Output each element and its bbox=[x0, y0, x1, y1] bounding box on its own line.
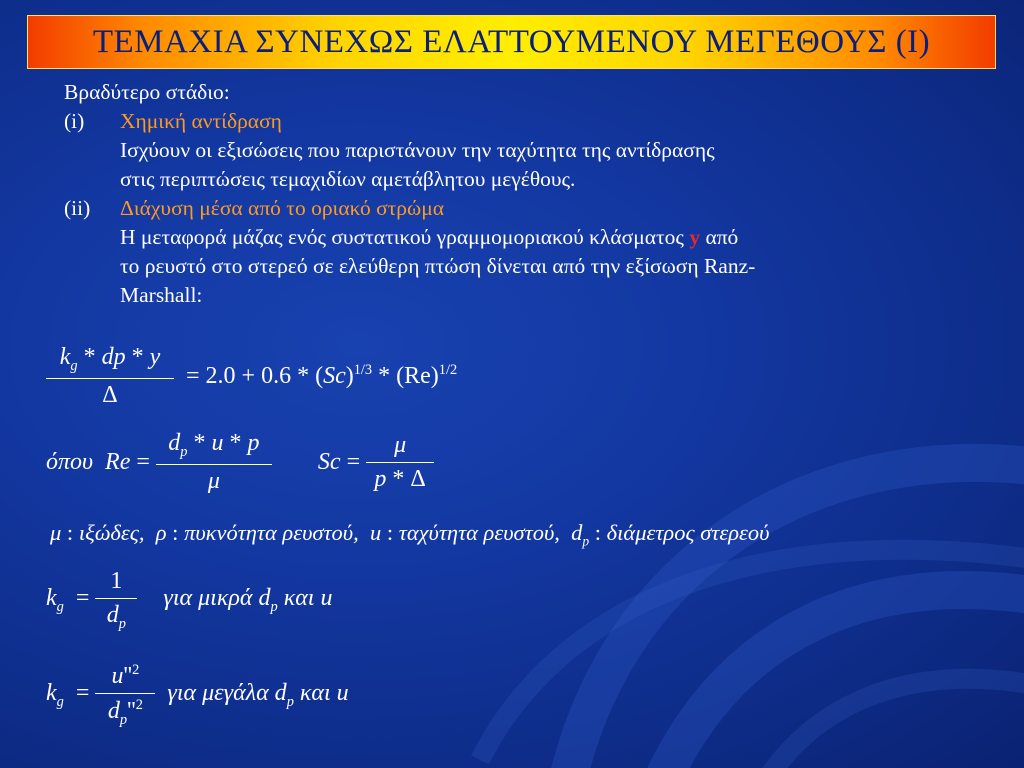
item-2-title: Διάχυση μέσα από το οριακό στρώμα bbox=[120, 196, 444, 220]
eq1-denominator: Δ bbox=[102, 381, 118, 408]
body-text bbox=[64, 78, 964, 310]
item-2-line-2: το ρευστό στο στερεό σε ελεύθερη πτώση δίνεται από την εξίσωση Ranz- bbox=[120, 254, 756, 278]
item-2-heading bbox=[64, 194, 964, 223]
sc-lhs: Sc = bbox=[317, 448, 367, 475]
item-2-line-3: Marshall: bbox=[120, 283, 203, 307]
eq1-numerator: $k_g$ * dp * y bbox=[59, 344, 161, 374]
symbol-definitions: μ : ιξώδες, ρ : πυκνότητα ρευστού, u : ταχύτητα ρευστού, $d_p$ : διάμετρος στερεού bbox=[50, 520, 770, 549]
y-symbol: y bbox=[689, 225, 701, 249]
eq1-rhs: = $2.0 + 0.6 * (Sc)^{1/3} * (Re)^{1/2}$ bbox=[180, 362, 458, 390]
eq4-condition: για μεγάλα $d_p$ και u bbox=[167, 680, 349, 710]
item-2-line-1a: Η μεταφορά μάζας ενός συστατικού γραμμομοριακού κλάσματος bbox=[120, 225, 684, 249]
item-1-title: Χημική αντίδραση bbox=[120, 109, 282, 133]
title-bar bbox=[27, 15, 996, 69]
eq1-fraction bbox=[46, 344, 174, 409]
intro-line: Βραδύτερο στάδιο: bbox=[64, 80, 230, 104]
item-2-line-1 bbox=[64, 223, 964, 252]
kg-large-particles: $k_g$ = $\frac{u''^2}{d_p''^2}$ για μεγάλα $d_p$ και u bbox=[46, 662, 349, 728]
kg-small-particles: $k_g$ = $\frac{1}{d_p}$ για μικρά $d_p$ και u bbox=[46, 568, 333, 632]
re-sc-definitions bbox=[46, 430, 434, 495]
re-fraction: $\frac{d_p * u * p}{\mu}$ bbox=[156, 430, 272, 495]
eq4-fraction: $\frac{u''^2}{d_p''^2}$ bbox=[95, 662, 155, 729]
eq3-fraction: $\frac{1}{d_p}$ bbox=[95, 568, 137, 633]
ranz-marshall-equation bbox=[46, 344, 457, 409]
item-2-marker: (ii) bbox=[64, 196, 91, 220]
slide-title: ΤΕΜΑΧΙΑ ΣΥΝΕΧΩΣ ΕΛΑΤΤΟΥΜΕΝΟΥ ΜΕΓΕΘΟΥΣ (Ι) bbox=[92, 23, 931, 60]
item-1-line-1: Ισχύουν οι εξισώσεις που παριστάνουν την ταχύτητα της αντίδρασης bbox=[120, 138, 715, 162]
item-2-line-1b: από bbox=[705, 225, 739, 249]
item-1-heading bbox=[64, 107, 964, 136]
item-1-marker: (i) bbox=[64, 109, 85, 133]
item-1-line-2: στις περιπτώσεις τεμαχιδίων αμετάβλητου μεγέθους. bbox=[120, 167, 576, 191]
eq2-opou: όπου Re = bbox=[46, 448, 156, 475]
sc-fraction: $\frac{\mu}{p * \Delta}$ bbox=[366, 432, 434, 493]
eq3-condition: για μικρά $d_p$ και u bbox=[163, 585, 333, 615]
